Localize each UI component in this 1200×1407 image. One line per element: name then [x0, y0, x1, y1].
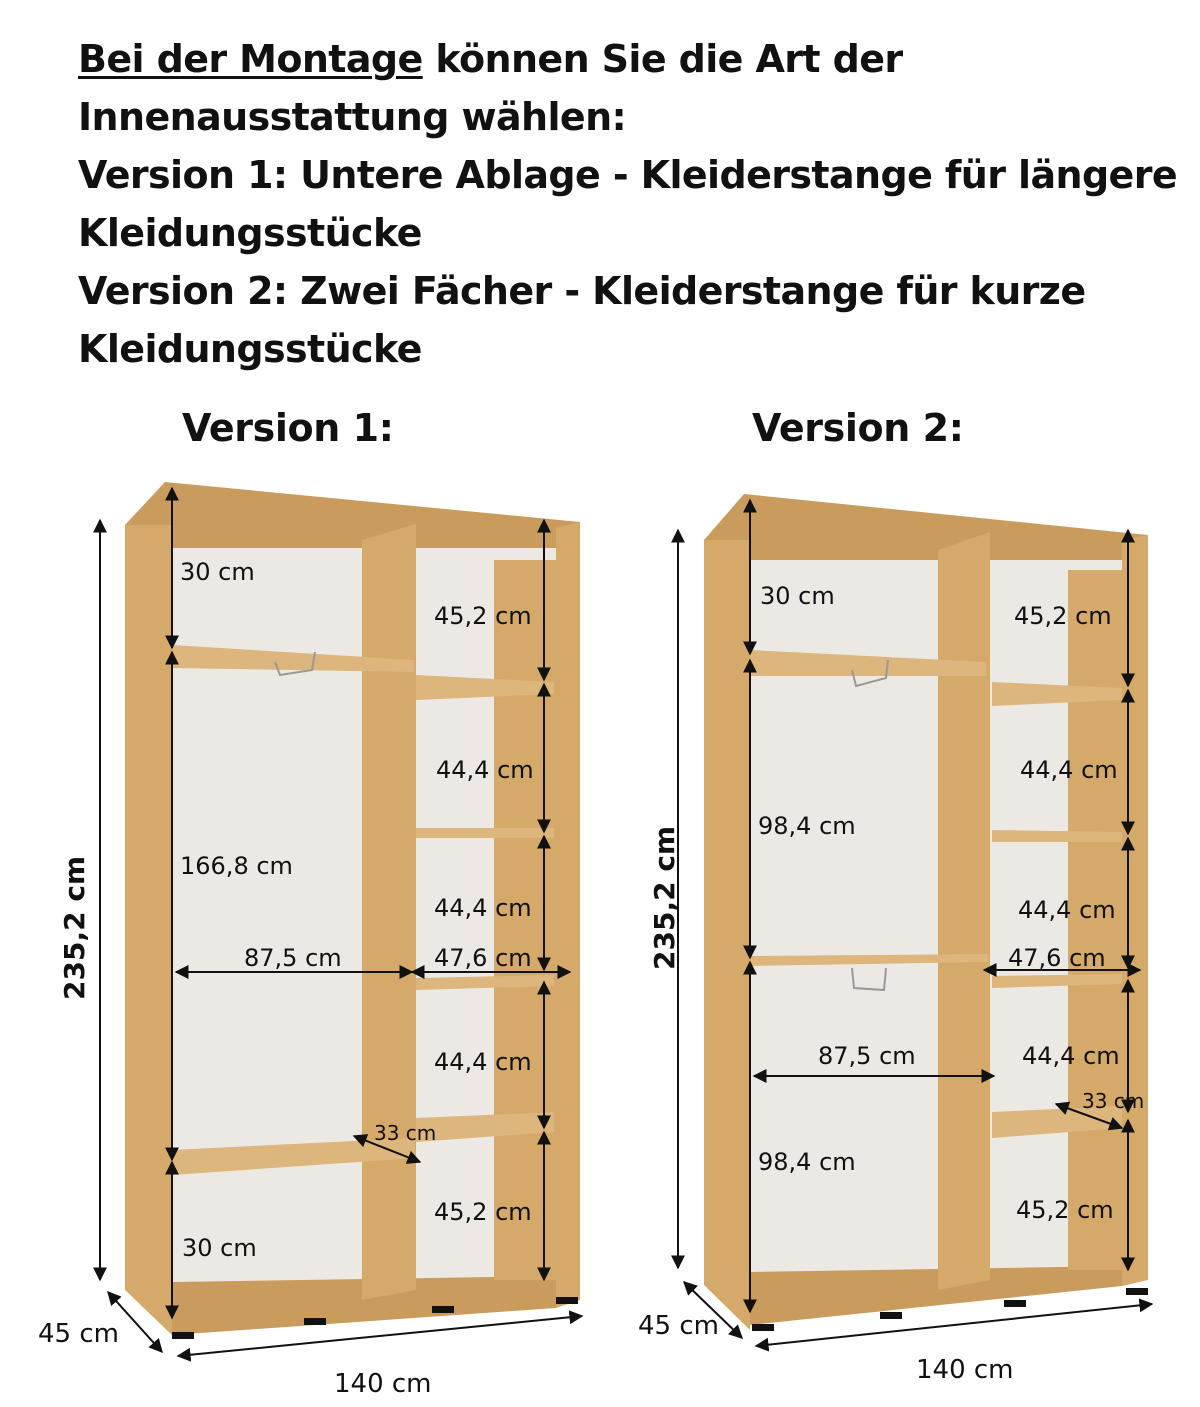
v1-width-label: 140 cm — [334, 1369, 432, 1399]
v1-left-width-label: 87,5 cm — [244, 944, 342, 972]
v1-right-5-label: 45,2 cm — [434, 1198, 532, 1226]
v2-right-width-label: 47,6 cm — [1008, 944, 1106, 972]
v1-right-side — [556, 522, 580, 1308]
v1-top-panel — [125, 482, 580, 548]
v2-top-panel — [704, 494, 1148, 560]
v1-right-2-label: 44,4 cm — [436, 756, 534, 784]
v2-right-shelf-2 — [992, 830, 1122, 842]
v2-foot — [752, 1324, 774, 1331]
v1-right-3-label: 44,4 cm — [434, 894, 532, 922]
v1-left-side — [125, 525, 172, 1335]
v2-right-5-label: 45,2 cm — [1016, 1196, 1114, 1224]
v1-depth-label: 45 cm — [38, 1319, 119, 1349]
intro-lead-rest: können Sie die Art der Innenausstattung wählen: — [78, 37, 903, 139]
version2-title: Version 2: — [752, 406, 964, 450]
v1-left-bottom-label: 30 cm — [182, 1234, 257, 1262]
v1-divider — [362, 524, 416, 1300]
v2-left-side — [704, 540, 750, 1330]
v1-left-hang-label: 166,8 cm — [180, 852, 293, 880]
v1-shelf-depth-label: 33 cm — [374, 1121, 437, 1145]
v1-foot — [556, 1297, 578, 1304]
v1-left-top-label: 30 cm — [180, 558, 255, 586]
v2-left-top-label: 30 cm — [760, 582, 835, 610]
v2-right-3-label: 44,4 cm — [1018, 896, 1116, 924]
v2-right-4-label: 44,4 cm — [1022, 1042, 1120, 1070]
v2-right-2-label: 44,4 cm — [1020, 756, 1118, 784]
v2-shelf-depth-label: 33 cm — [1082, 1089, 1145, 1113]
v2-right-1-label: 45,2 cm — [1014, 602, 1112, 630]
v2-left-upper-label: 98,4 cm — [758, 812, 856, 840]
v2-foot — [1004, 1300, 1026, 1307]
v2-divider — [938, 532, 990, 1290]
v1-foot — [172, 1332, 194, 1339]
v2-depth-label: 45 cm — [638, 1311, 719, 1341]
v2-width-label: 140 cm — [916, 1355, 1014, 1385]
v2-right-side — [1122, 535, 1148, 1286]
v2-left-lower-label: 98,4 cm — [758, 1148, 856, 1176]
intro-version1-line: Version 1: Untere Ablage - Kleiderstange für längere Kleidungsstücke — [78, 153, 1178, 255]
intro-lead-underlined: Bei der Montage — [78, 37, 423, 81]
intro-version2-line: Version 2: Zwei Fächer - Kleiderstange für kurze Kleidungsstücke — [78, 269, 1086, 371]
v1-height-label: 235,2 cm — [58, 855, 91, 1000]
v2-left-width-label: 87,5 cm — [818, 1042, 916, 1070]
v1-foot — [432, 1306, 454, 1313]
v1-right-1-label: 45,2 cm — [434, 602, 532, 630]
v1-right-width-label: 47,6 cm — [434, 944, 532, 972]
version1-title: Version 1: — [182, 406, 394, 450]
v2-height-label: 235,2 cm — [648, 825, 681, 970]
v2-bottom-panel — [750, 1266, 1122, 1325]
v1-foot — [304, 1318, 326, 1325]
v2-foot — [880, 1312, 902, 1319]
v1-right-shelf-2 — [416, 828, 554, 838]
v1-right-4-label: 44,4 cm — [434, 1048, 532, 1076]
v2-foot — [1126, 1288, 1148, 1295]
